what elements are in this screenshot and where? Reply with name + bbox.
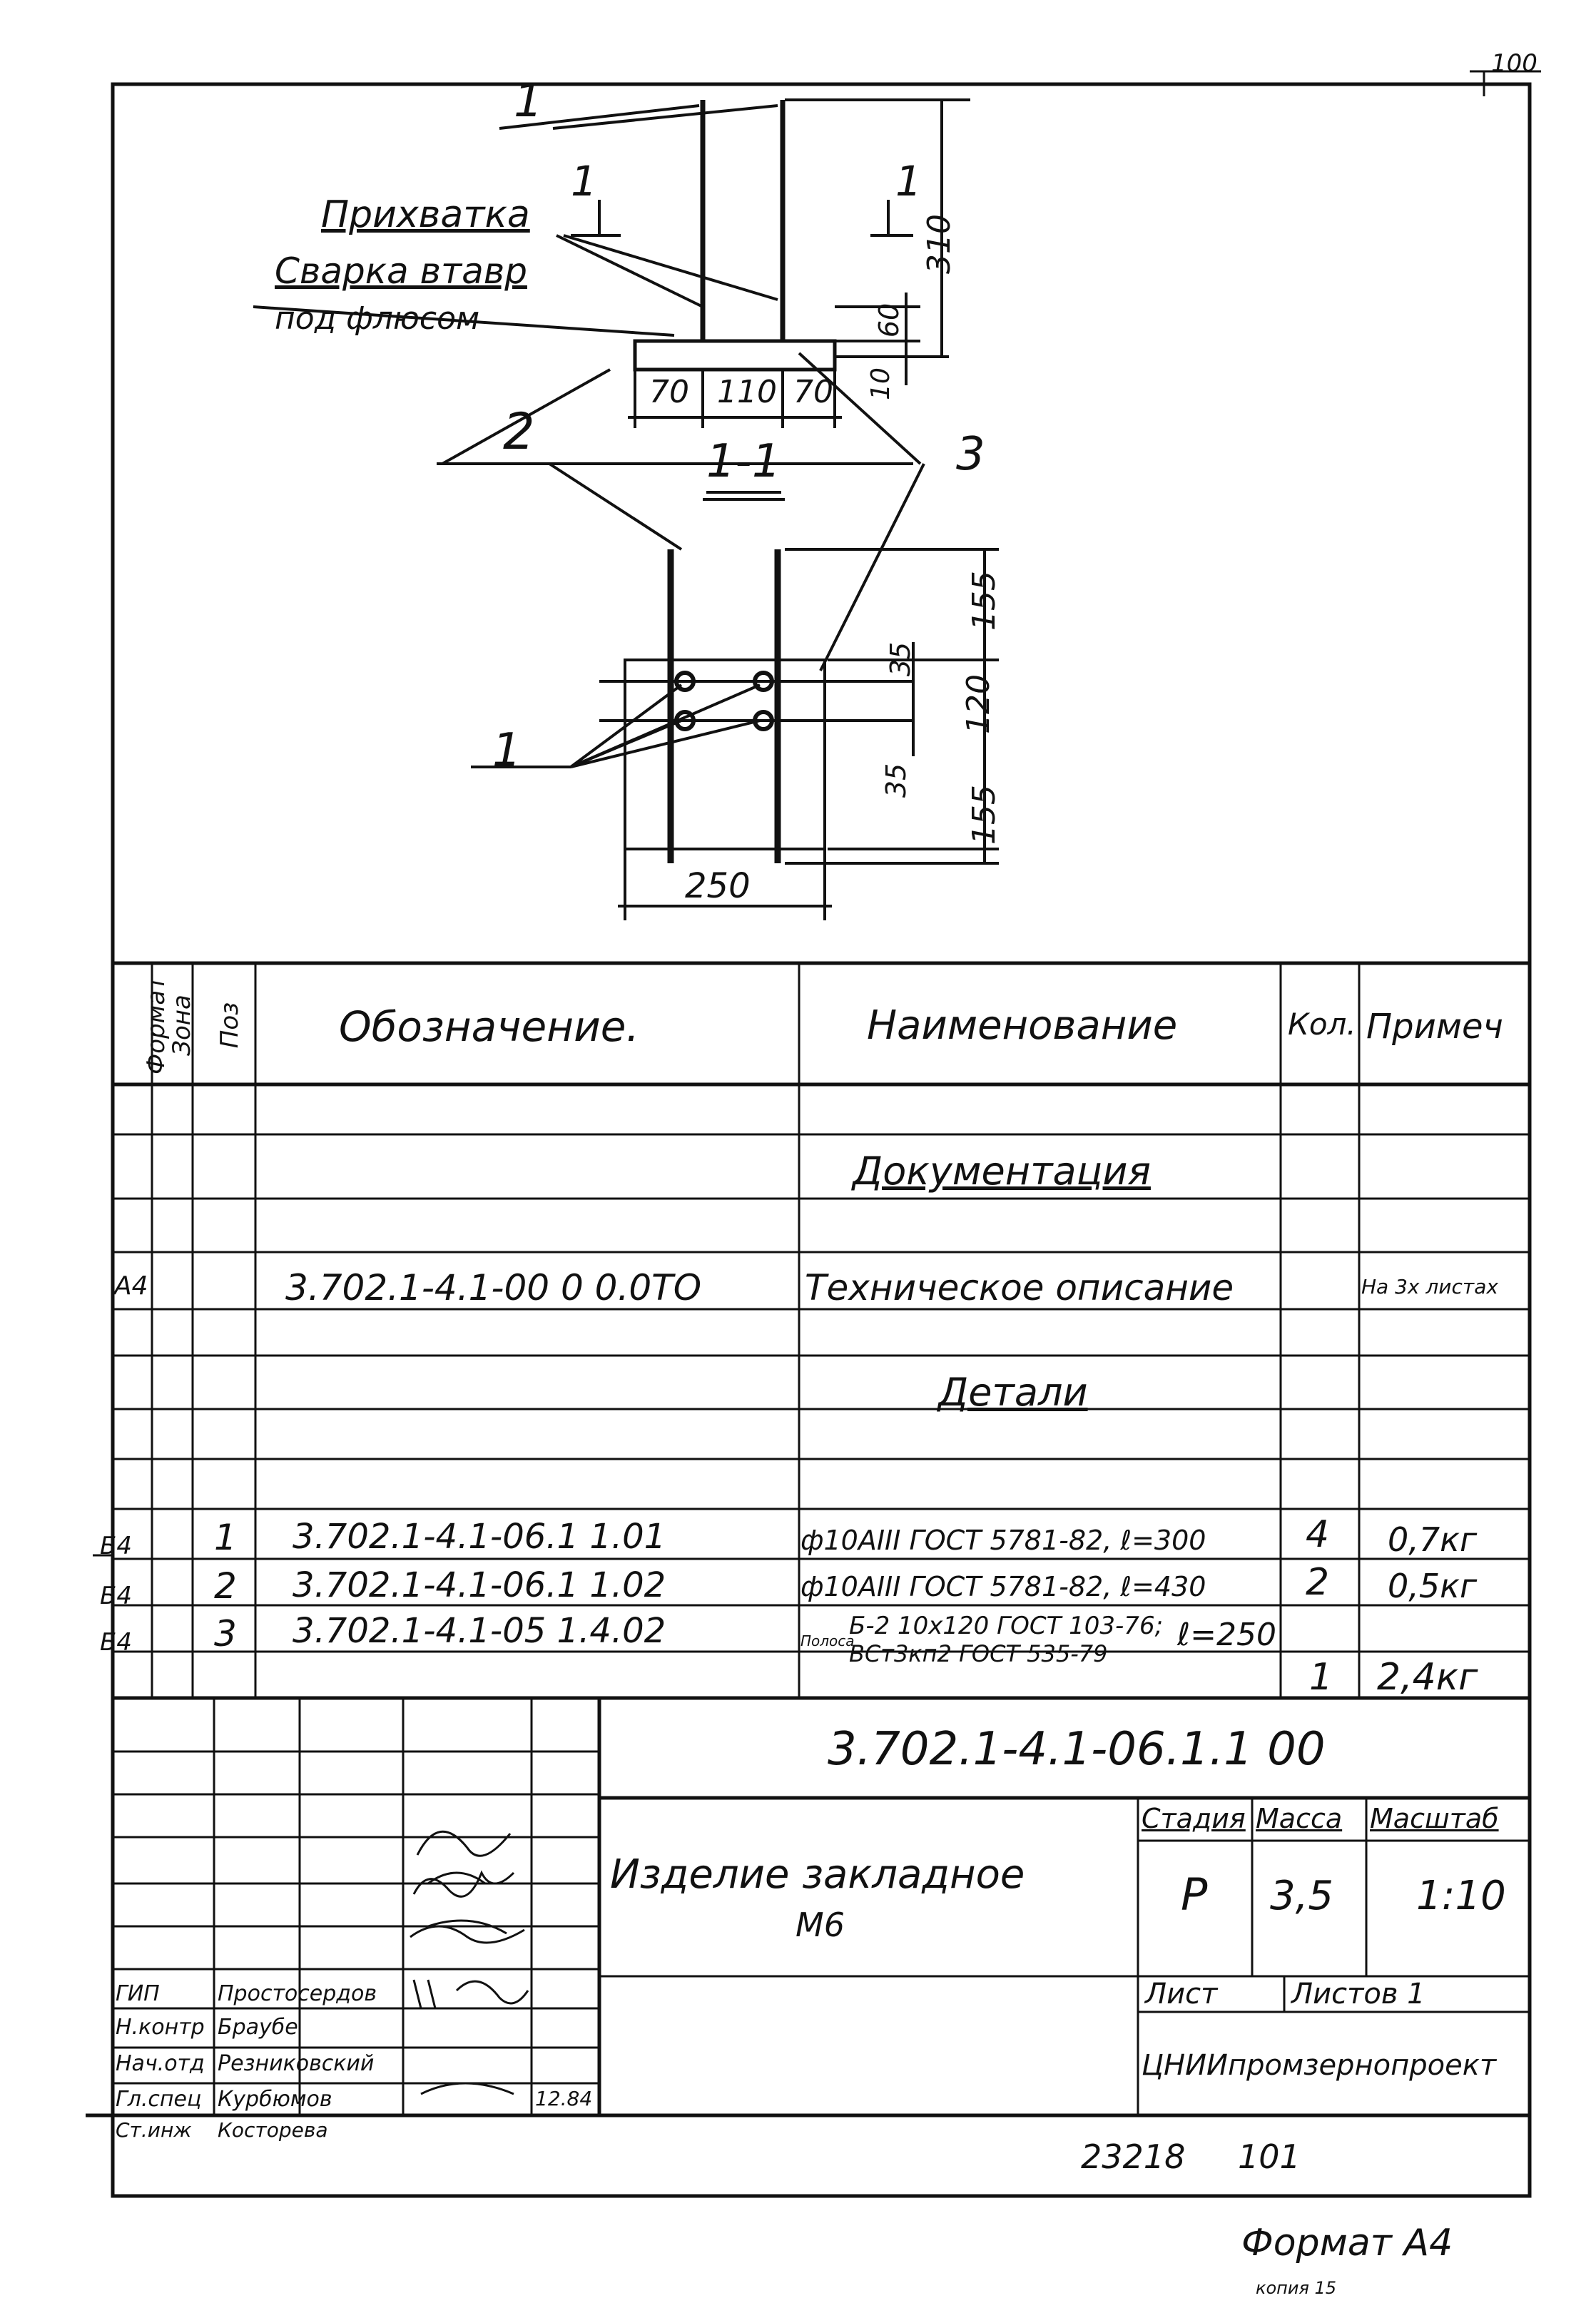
- header-name: Наименование: [867, 1002, 1178, 1049]
- header-qty: Кол.: [1288, 1007, 1356, 1042]
- format-label: Формат А4: [1241, 2222, 1453, 2264]
- dim-70-right: 70: [793, 374, 833, 410]
- sig-name-3: Резниковский: [218, 2051, 375, 2076]
- row3-designation: 3.702.1-4.1-05 1.4.02: [293, 1611, 666, 1651]
- callout-1-bottom: 1: [492, 724, 522, 777]
- dim-35-top: 35: [885, 641, 917, 677]
- row3-format: Б4: [100, 1628, 132, 1657]
- header-pos: Поз: [215, 1002, 245, 1049]
- scale-label: Масштаб: [1370, 1803, 1499, 1834]
- copy-note: копия 15: [1256, 2278, 1337, 2298]
- section-title: 1-1: [706, 435, 781, 488]
- row3-pos: 3: [214, 1613, 237, 1654]
- row3-qty: 1: [1309, 1656, 1333, 1699]
- section-details: Детали: [938, 1370, 1088, 1415]
- section-view: [253, 100, 970, 499]
- dim-155-bottom: 155: [965, 785, 1002, 845]
- callout-2: 2: [503, 402, 535, 461]
- product-name-line2: М6: [796, 1906, 845, 1944]
- stage-value: Р: [1181, 1869, 1208, 1921]
- sig-role-3: Нач.отд: [116, 2051, 205, 2076]
- row2-qty: 2: [1306, 1561, 1330, 1604]
- dim-60: 60: [873, 303, 905, 338]
- sig-role-4: Гл.спец: [116, 2087, 202, 2112]
- row3-note: 2,4кг: [1377, 1656, 1478, 1699]
- sig-name-2: Браубе: [218, 2015, 298, 2040]
- doc-format: А4: [114, 1271, 148, 1301]
- scale-value: 1:10: [1416, 1873, 1506, 1919]
- row3-name-line2: ВСт3кп2 ГОСТ 535-79: [849, 1640, 1108, 1667]
- doc-designation: 3.702.1-4.1-00 0 0.0ТО: [285, 1267, 702, 1308]
- section-mark-left: 1: [571, 157, 597, 205]
- organization: ЦНИИпромзернопроект: [1142, 2049, 1497, 2082]
- sig-role-1: ГИП: [116, 1981, 160, 2006]
- row1-note: 0,7кг: [1388, 1520, 1478, 1559]
- row2-name: ф10АIII ГОСТ 5781-82, ℓ=430: [800, 1571, 1206, 1602]
- header-note: Примеч: [1366, 1007, 1503, 1047]
- row1-designation: 3.702.1-4.1-06.1 1.01: [293, 1517, 666, 1557]
- mass-value: 3,5: [1270, 1873, 1334, 1919]
- sig-name-4: Курбюмов: [218, 2087, 332, 2112]
- weld-label-line2: под флюсом: [275, 300, 480, 337]
- document-code: 3.702.1-4.1-06.1.1 00: [828, 1723, 1326, 1776]
- dim-70-left: 70: [649, 374, 689, 410]
- doc-name: Техническое описание: [805, 1267, 1234, 1308]
- row2-designation: 3.702.1-4.1-06.1 1.02: [293, 1565, 666, 1605]
- dim-120: 120: [960, 674, 997, 734]
- dim-250: 250: [685, 866, 751, 906]
- doc-note: На 3х листах: [1361, 1275, 1498, 1298]
- dim-310: 310: [920, 214, 957, 274]
- callout-1-top: 1: [514, 75, 543, 128]
- dim-10: 10: [865, 367, 895, 400]
- section-mark-right: 1: [895, 157, 922, 205]
- pribkhvatka-label: Прихватка: [321, 193, 530, 236]
- row1-pos: 1: [214, 1517, 237, 1558]
- weld-label-line1: Сварка втавр: [275, 250, 527, 292]
- mass-label: Масса: [1256, 1803, 1343, 1834]
- page-number: 101: [1238, 2137, 1301, 2176]
- row2-note: 0,5кг: [1388, 1567, 1478, 1605]
- stage-label: Стадия: [1142, 1803, 1246, 1834]
- row2-pos: 2: [214, 1565, 237, 1607]
- header-format: Формат: [141, 976, 171, 1074]
- dim-155-top: 155: [965, 571, 1002, 631]
- row3-name-prefix: Полоса: [800, 1632, 855, 1649]
- row1-name: ф10АIII ГОСТ 5781-82, ℓ=300: [800, 1525, 1206, 1556]
- dim-35-bottom: 35: [880, 763, 913, 798]
- product-name-line1: Изделие закладное: [610, 1851, 1025, 1898]
- sheet-label: Лист: [1145, 1978, 1218, 2010]
- signature-scribbles: [410, 1831, 528, 2094]
- sig-role-2: Н.контр: [116, 2015, 205, 2040]
- sheets-label: Листов 1: [1291, 1978, 1425, 2010]
- sig-role-5: Ст.инж: [116, 2118, 192, 2142]
- sig-name-5: Косторева: [218, 2118, 328, 2142]
- row3-name-suffix: ℓ=250: [1177, 1617, 1277, 1653]
- corner-mark: 100: [1491, 49, 1537, 78]
- header-zone: Зона: [167, 995, 196, 1056]
- row1-format: Б4: [100, 1532, 132, 1560]
- inventory-number: 23218: [1081, 2137, 1186, 2176]
- dim-110: 110: [717, 374, 777, 410]
- sig-name-1: Простосердов: [218, 1981, 377, 2006]
- row2-format: Б4: [100, 1582, 132, 1610]
- callout-3: 3: [956, 428, 985, 481]
- sig-date: 12.84: [535, 2087, 593, 2110]
- row1-qty: 4: [1306, 1513, 1330, 1556]
- plan-view: [437, 464, 1002, 920]
- header-designation: Обозначение.: [339, 1002, 639, 1051]
- row3-name-line1: Б-2 10х120 ГОСТ 103-76;: [849, 1612, 1164, 1640]
- section-documentation: Документация: [853, 1149, 1151, 1194]
